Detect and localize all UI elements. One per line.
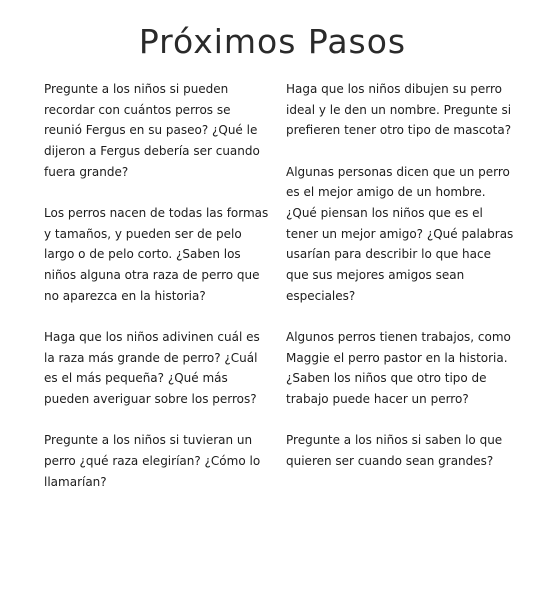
right-paragraph-3: Algunos perros tienen trabajos, como Maggie el perro pastor en la historia. ¿Saben los niños que otro tipo de trabajo puede hacer un perro?: [286, 330, 511, 407]
right-paragraph-2: Algunas personas dicen que un perro es el mejor amigo de un hombre. ¿Qué piensan los niños que es el tener un mejor amigo? ¿Qué palabras usarían para describir lo que hace que sus mejores amigos sean especiales?: [286, 164, 514, 303]
right-paragraph-4: Pregunte a los niños si saben lo que quieren ser cuando sean grandes?: [286, 433, 503, 469]
page-title: Próximos Pasos: [138, 22, 407, 61]
left-paragraph-3: Haga que los niños adivinen cuál es la raza más grande de perro? ¿Cuál es el más pequeña? ¿Qué más pueden averiguar sobre los perros?: [44, 330, 260, 407]
left-paragraph-2: Los perros nacen de todas las formas y tamaños, y pueden ser de pelo largo o de pelo corto. ¿Saben los niños alguna otra raza de perro que no aparezca en la historia?: [44, 206, 269, 303]
left-paragraph-4: Pregunte a los niños si tuvieran un perro ¿qué raza elegirían? ¿Cómo lo llamarían?: [44, 433, 261, 489]
left-paragraph-1: Pregunte a los niños si pueden recordar con cuántos perros se reunió Fergus en su paseo? ¿Qué le dijeron a Fergus debería ser cuando fuera grande?: [44, 82, 260, 179]
right-column: [286, 79, 514, 492]
left-column: [44, 79, 270, 513]
right-paragraph-1: Haga que los niños dibujen su perro ideal y le den un nombre. Pregunte si prefieren tener otro tipo de mascota?: [286, 82, 512, 138]
